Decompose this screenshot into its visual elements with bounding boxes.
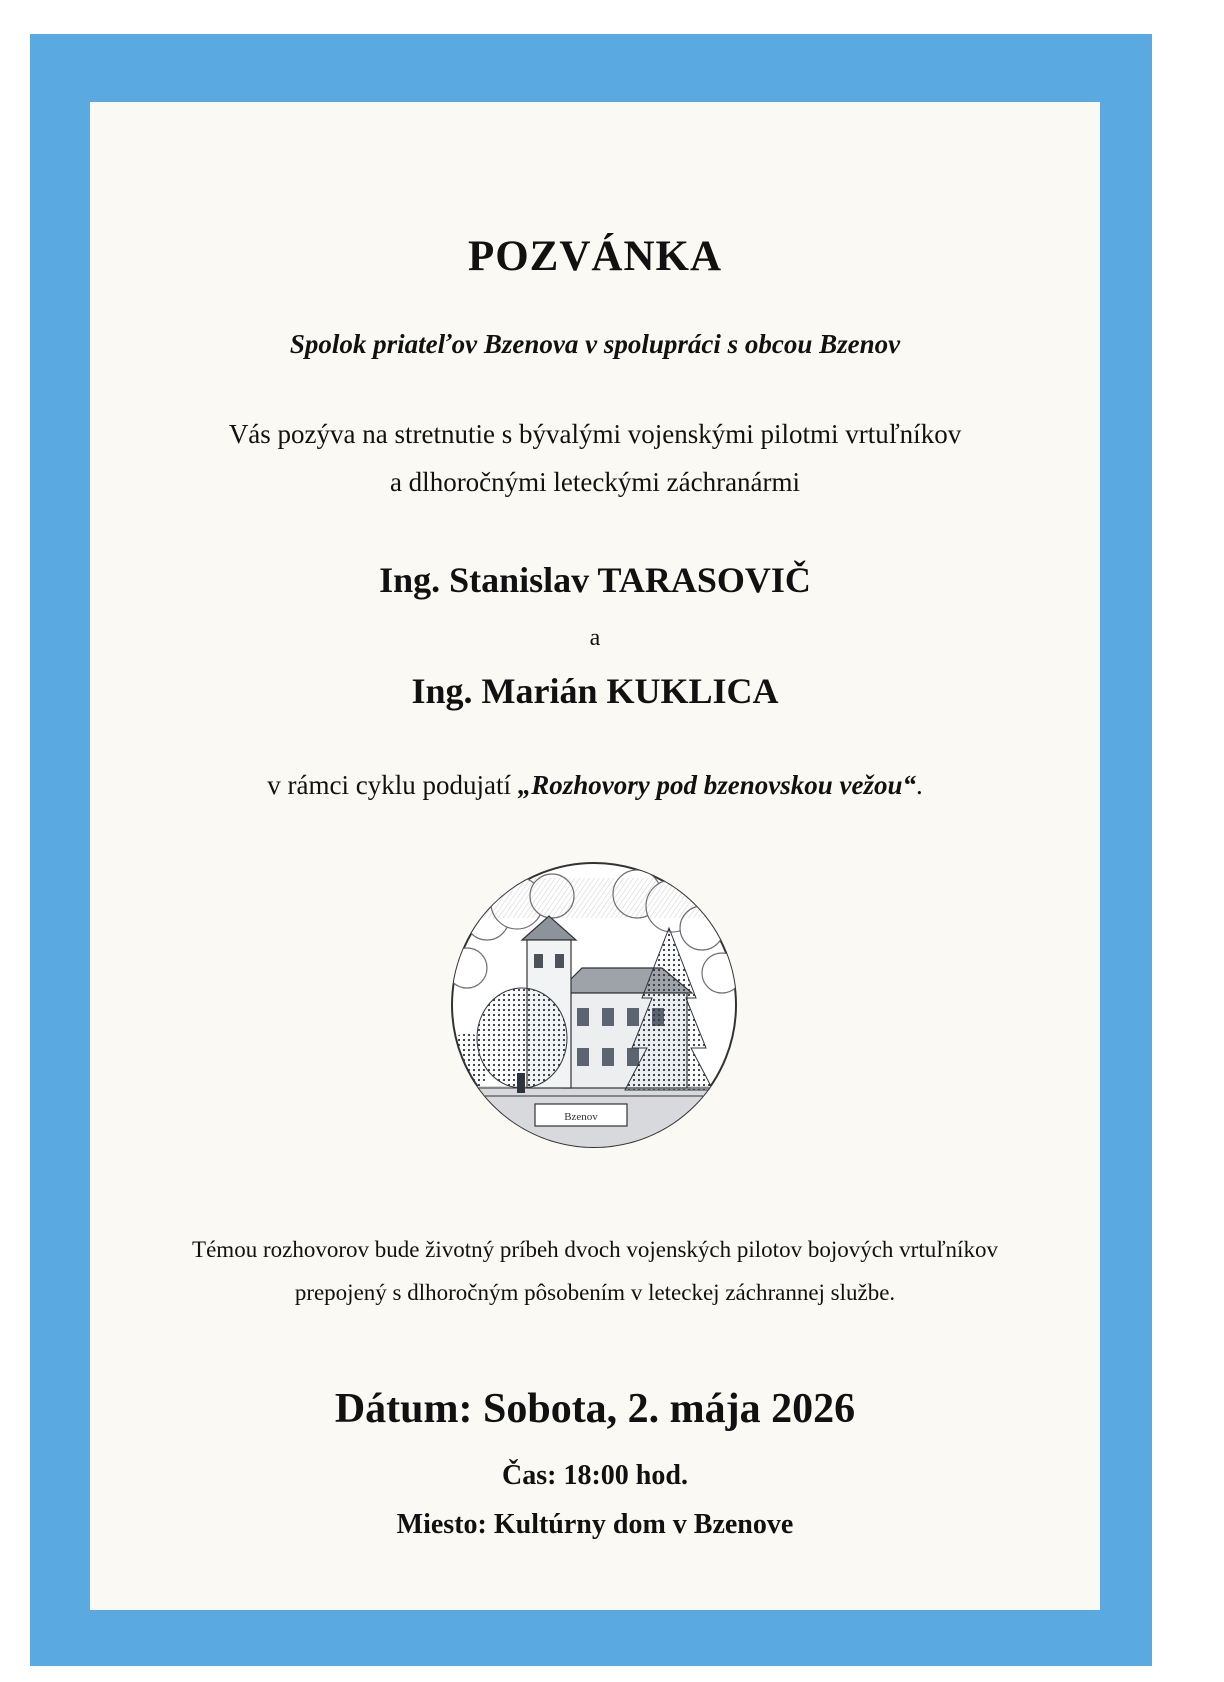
invite-text-line-2: a dlhoročnými leteckými záchranármi [389,467,801,497]
invite-text-line-1: Vás pozýva na stretnutie s bývalými vojenskými pilotmi vrtuľníkov [228,419,962,449]
series-suffix: . [915,770,923,800]
poster-title: POZVÁNKA [467,233,723,280]
topic-line-1: Témou rozhovorov bude životný príbeh dvoch vojenských pilotov bojových vrtuľníkov [192,1237,998,1262]
guest-name-1: Ing. Stanislav TARASOVIČ [379,560,811,600]
series-prefix: v rámci cyklu podujatí [267,770,518,800]
topic-line-2: prepojený s dlhoročným pôsobením v leteckej záchrannej službe. [294,1280,896,1305]
series-line [90,770,1100,801]
village-emblem-image [447,858,741,1152]
event-place: Miesto: Kultúrny dom v Bzenove [396,1509,794,1540]
poster-panel [90,102,1100,1610]
conjunction: a [589,625,601,651]
organizer-line: Spolok priateľov Bzenova v spolupráci s obcou Bzenov [289,329,901,359]
emblem-label: Bzenov [564,1111,598,1123]
event-time: Čas: 18:00 hod. [502,1460,688,1491]
series-title: „Rozhovory pod bzenovskou vežou“ [517,770,916,800]
guest-name-2: Ing. Marián KUKLICA [411,671,779,711]
event-date: Dátum: Sobota, 2. mája 2026 [334,1386,856,1432]
